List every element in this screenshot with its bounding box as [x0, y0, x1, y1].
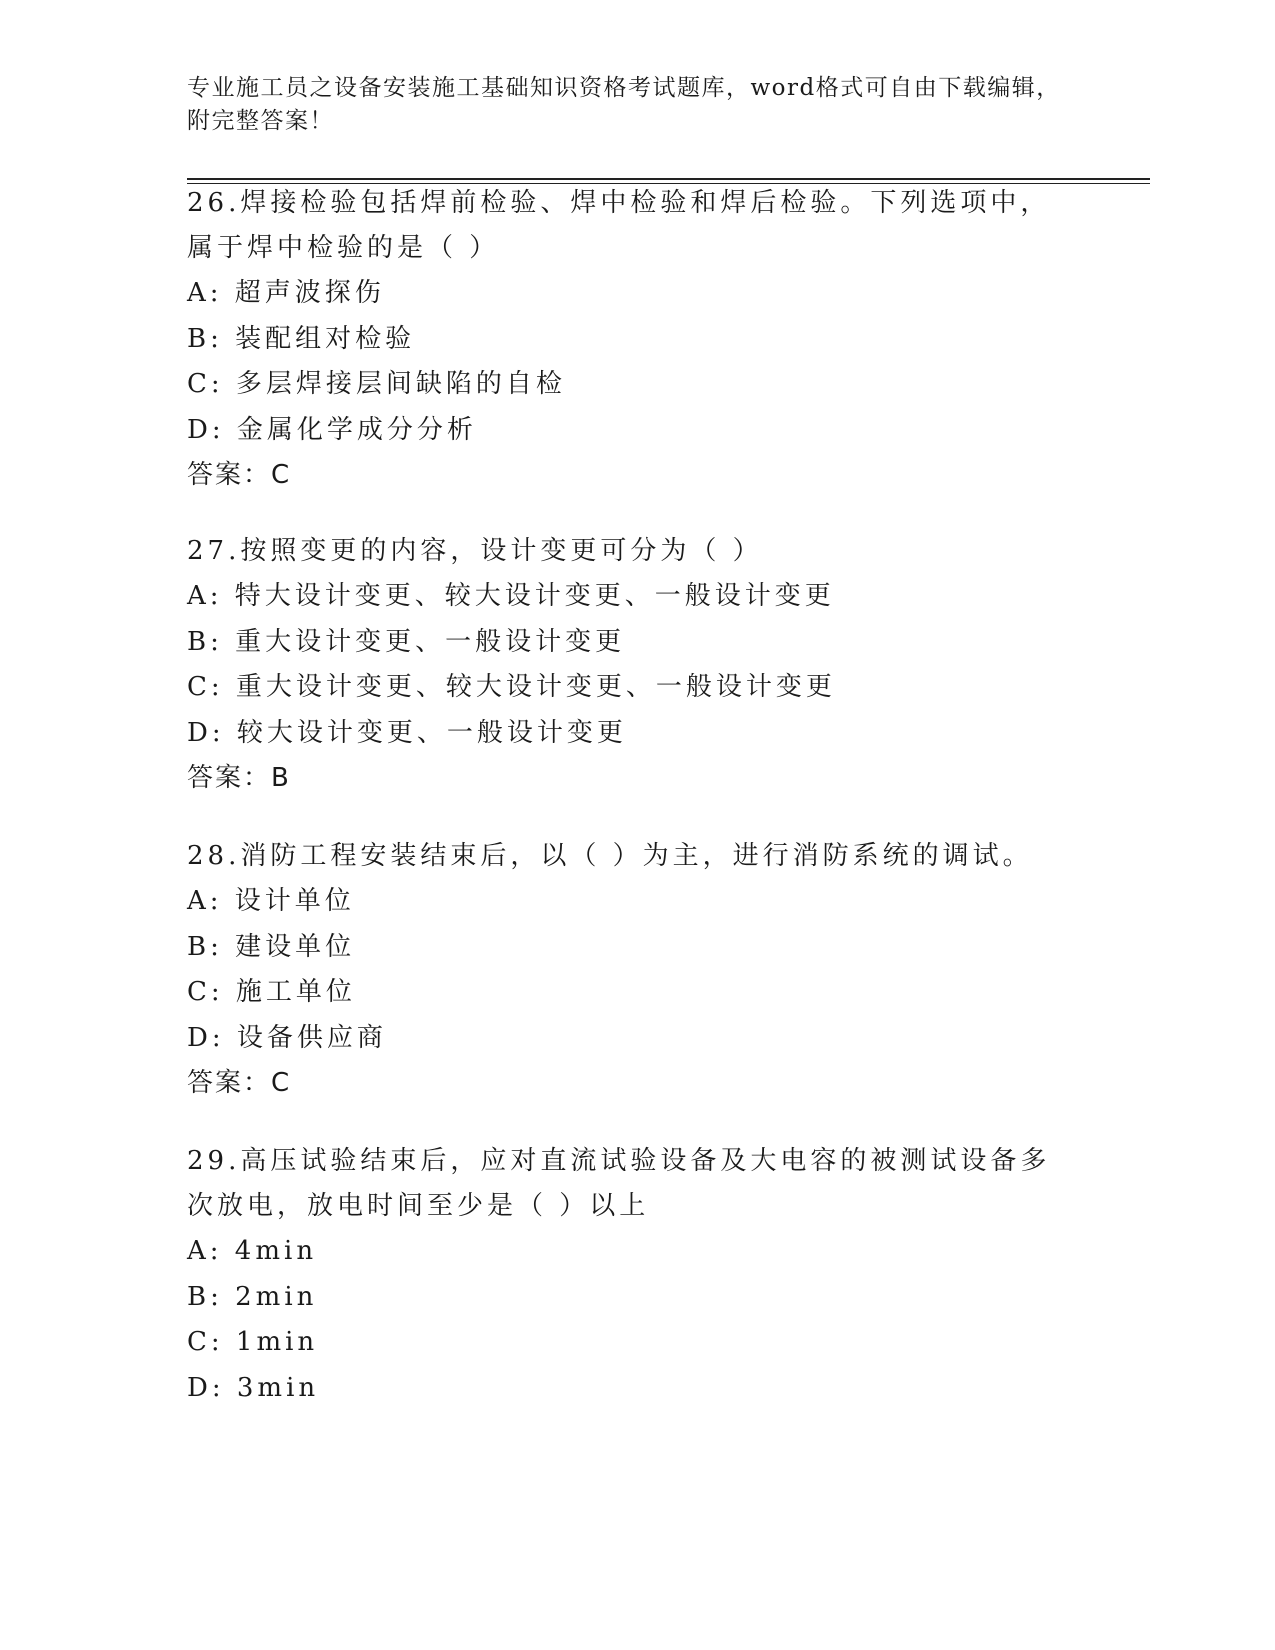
question-29	[187, 1139, 1087, 1411]
option-c: C: 施工单位	[187, 977, 356, 1007]
question-text: 28.消防工程安装结束后，以（ ）为主，进行消防系统的调试。	[187, 841, 1033, 871]
option-a: A: 设计单位	[187, 886, 355, 916]
option-b: B: 重大设计变更、一般设计变更	[187, 626, 626, 657]
document-header	[187, 72, 1067, 138]
option-d: D: 设备供应商	[187, 1022, 387, 1053]
question-28	[187, 834, 1087, 1106]
question-26	[187, 181, 1087, 498]
option-a: A: 4min	[187, 1236, 318, 1266]
option-c: C: 1min	[187, 1327, 319, 1357]
option-d: D: 较大设计变更、一般设计变更	[187, 717, 627, 748]
header-line-1: 专业施工员之设备安装施工基础知识资格考试题库，word格式可自由下载编辑，	[187, 75, 1061, 101]
option-c: C: 多层焊接层间缺陷的自检	[187, 369, 566, 399]
option-c: C: 重大设计变更、较大设计变更、一般设计变更	[187, 672, 836, 702]
question-text: 27.按照变更的内容，设计变更可分为（ ）	[187, 536, 763, 566]
option-a: A: 特大设计变更、较大设计变更、一般设计变更	[187, 581, 835, 611]
answer-label: 答案：C	[187, 1068, 292, 1098]
option-b: B: 装配组对检验	[187, 323, 416, 354]
header-line-2: 附完整答案！	[187, 108, 334, 134]
question-27	[187, 529, 1087, 801]
answer-label: 答案：C	[187, 460, 292, 490]
answer-label: 答案：B	[187, 763, 291, 793]
question-text: 29.高压试验结束后，应对直流试验设备及大电容的被测试设备多次放电，放电时间至少是（ ）以上	[187, 1146, 1051, 1221]
option-b: B: 建设单位	[187, 931, 356, 962]
header-divider-thick	[187, 178, 1150, 180]
question-text: 26.焊接检验包括焊前检验、焊中检验和焊后检验。下列选项中，属于焊中检验的是（ ）	[187, 188, 1051, 263]
option-d: D: 3min	[187, 1372, 320, 1403]
option-b: B: 2min	[187, 1281, 318, 1312]
option-d: D: 金属化学成分分析	[187, 414, 477, 445]
option-a: A: 超声波探伤	[187, 278, 385, 308]
